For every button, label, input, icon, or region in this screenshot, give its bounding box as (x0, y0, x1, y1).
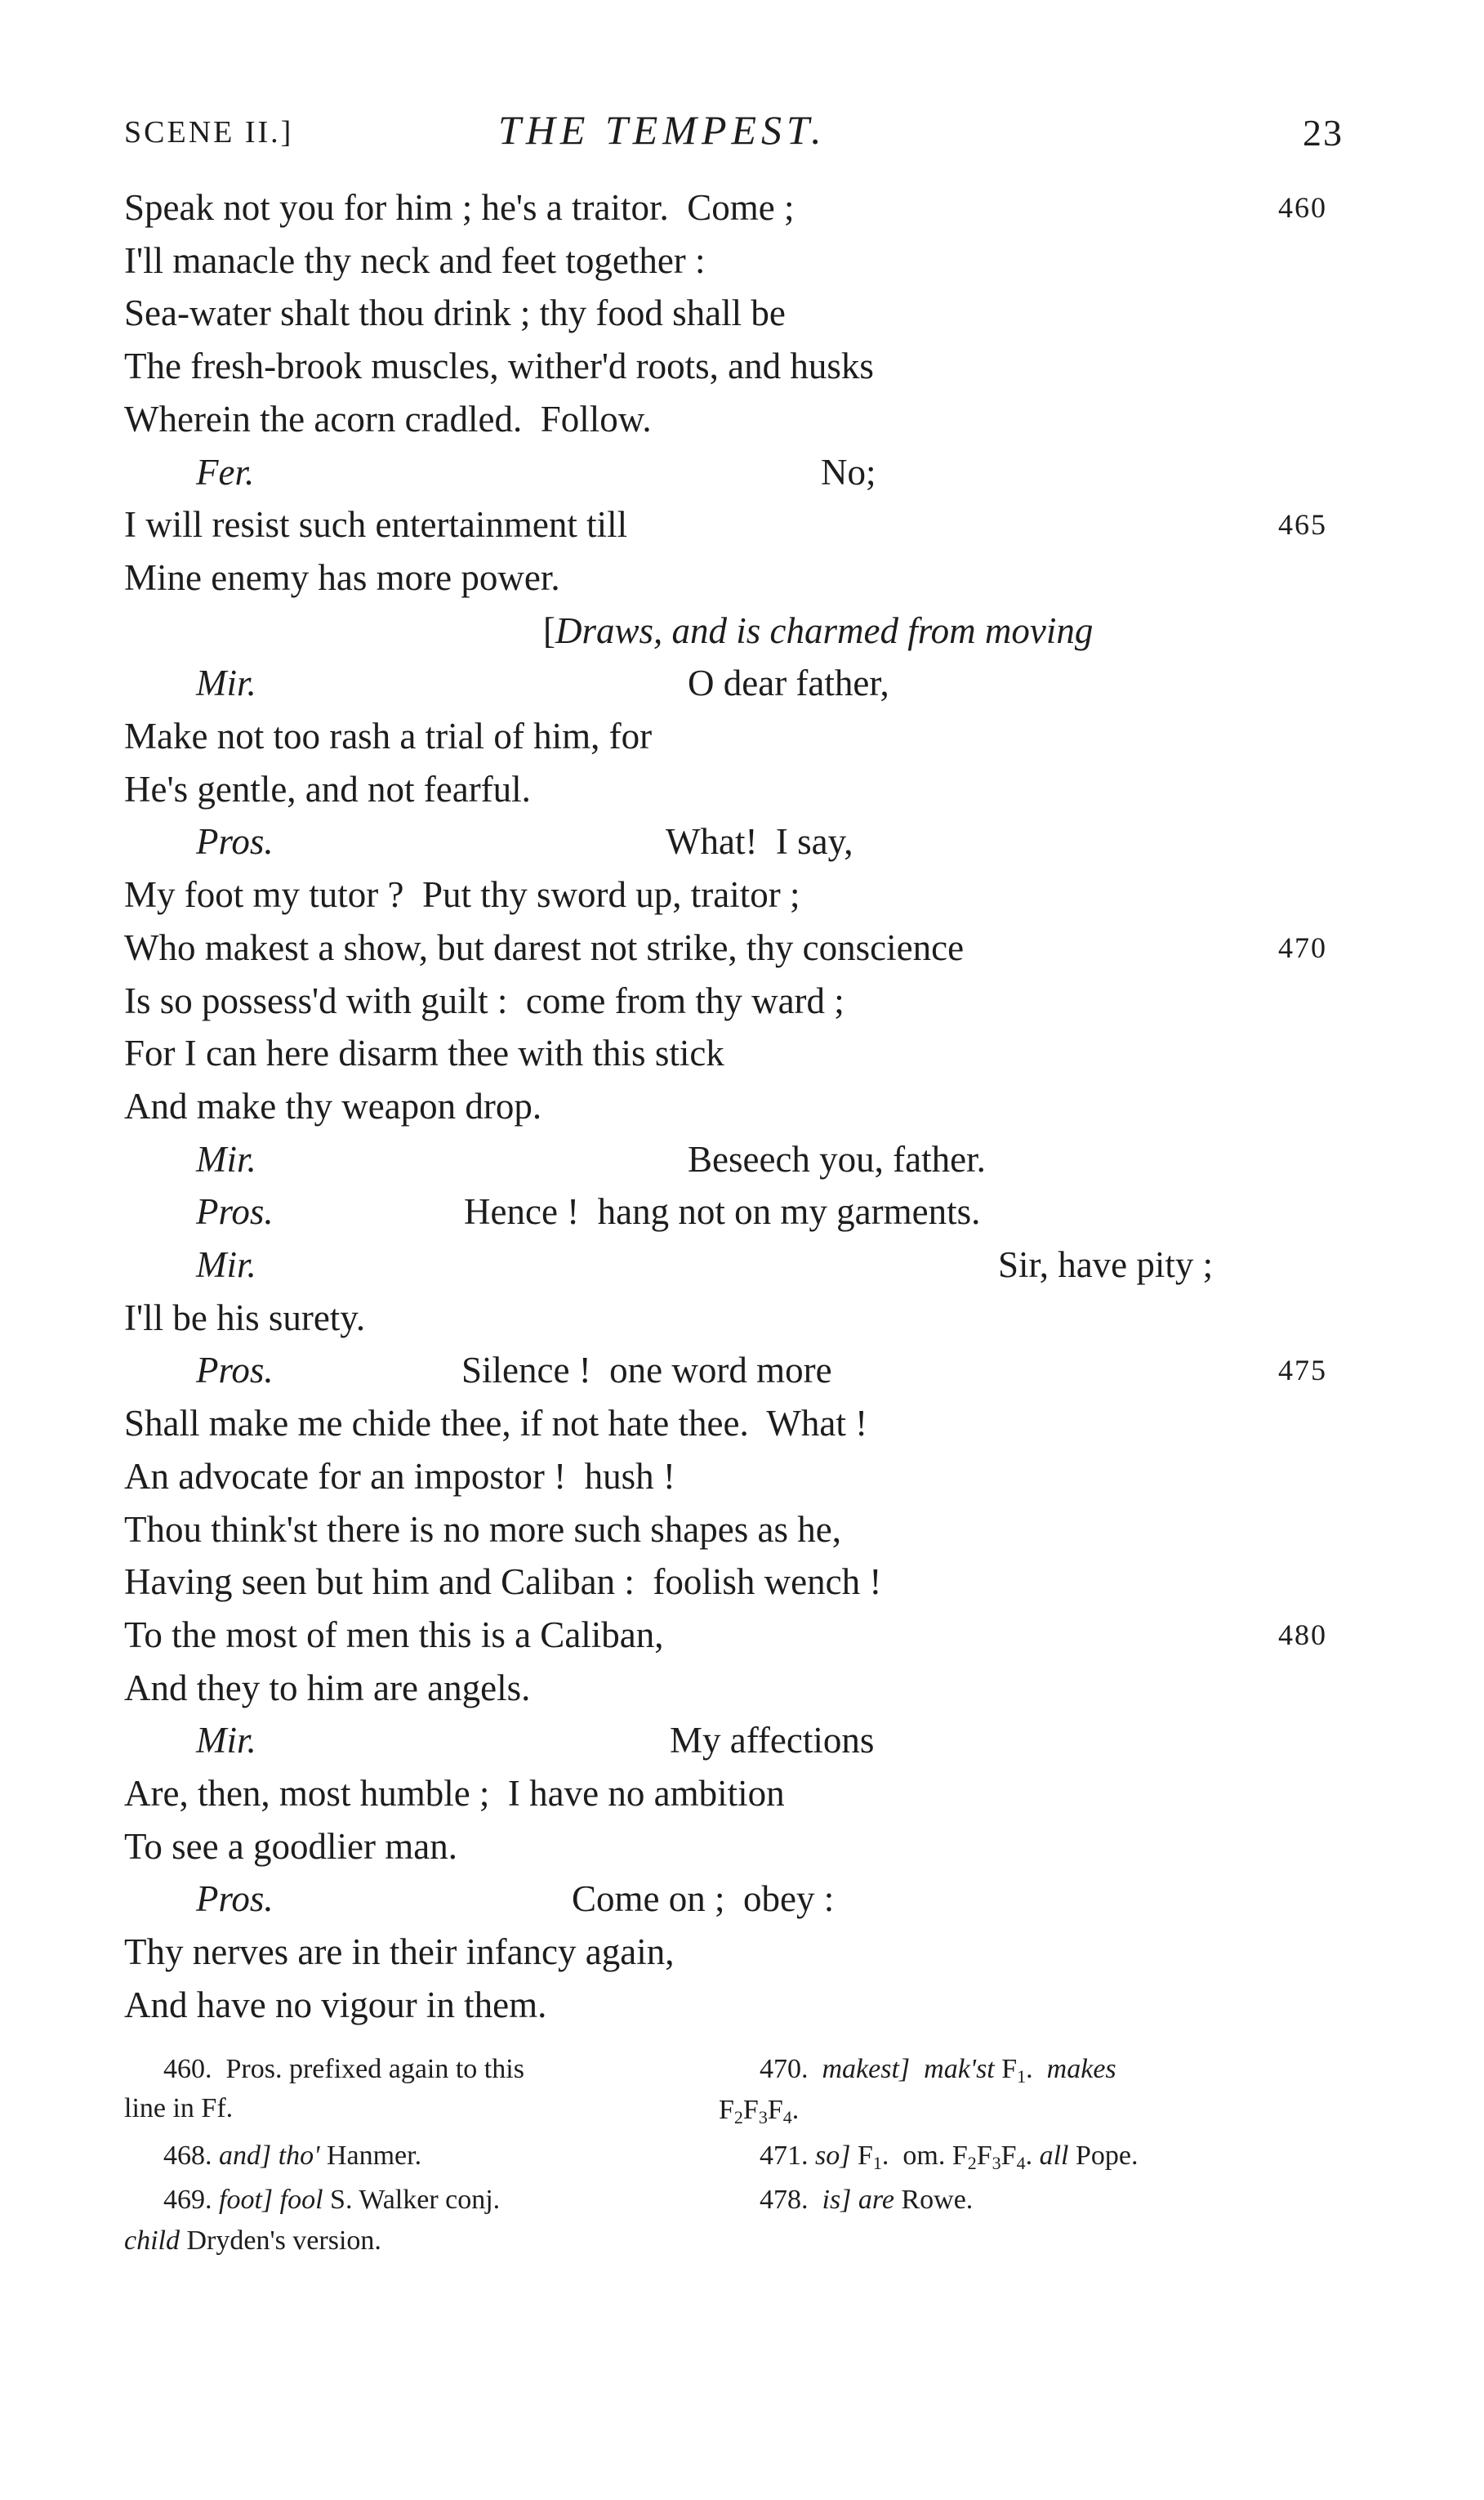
page-number: 23 (1303, 112, 1344, 154)
verse-line (0, 975, 1484, 1027)
line-text: And make thy weapon drop. (124, 1085, 542, 1127)
speaker-name: Pros. (196, 1191, 274, 1233)
line-text: Thou think'st there is no more such shapes as he, (124, 1508, 841, 1550)
verse-line (0, 446, 1484, 498)
verse-line (0, 1503, 1484, 1556)
footnote-468: 468. and] tho' Hanmer. (163, 2141, 422, 2171)
verse-line (0, 1820, 1484, 1873)
line-text: Come on ; obey : (572, 1878, 835, 1920)
line-number: 470 (1278, 931, 1327, 964)
footnote-478: 478. is] are Rowe. (760, 2185, 974, 2215)
verse-line (0, 287, 1484, 339)
line-text: I'll be his surety. (124, 1297, 366, 1338)
verse-line (0, 922, 1484, 974)
verse-line (0, 393, 1484, 445)
footnote-460-cont: line in Ff. (124, 2093, 234, 2123)
verse-line (0, 1292, 1484, 1344)
line-text: My affections (670, 1720, 875, 1761)
line-text: Shall make me chide thee, if not hate thee. What ! (124, 1403, 868, 1444)
verse-line (0, 1133, 1484, 1185)
line-text: What! I say, (666, 821, 853, 863)
footnote-471: 471. so] $F_1$. om. $F_2F_3F_4$. all Pope. (760, 2141, 1139, 2173)
speaker-name: Mir. (196, 1138, 256, 1180)
line-number: 480 (1278, 1618, 1327, 1651)
verse-line (0, 1080, 1484, 1132)
line-number: 465 (1278, 508, 1327, 542)
line-text: Are, then, most humble ; I have no ambition (124, 1773, 785, 1814)
verse-line (0, 1662, 1484, 1714)
verse-line (0, 181, 1484, 234)
line-number: 475 (1278, 1354, 1327, 1387)
verse-line (0, 1609, 1484, 1661)
line-text: Thy nerves are in their infancy again, (124, 1931, 675, 1973)
verse-line (0, 815, 1484, 868)
line-text: An advocate for an impostor ! hush ! (124, 1455, 675, 1497)
line-text: I will resist such entertainment till (124, 504, 628, 546)
verse-line (0, 551, 1484, 604)
line-text: Mine enemy has more power. (124, 556, 560, 598)
line-text: And have no vigour in them. (124, 1984, 547, 2025)
verse-line (0, 1397, 1484, 1449)
line-text: Silence ! one word more (461, 1350, 832, 1391)
verse-line (0, 1767, 1484, 1819)
line-text: For I can here disarm thee with this stick (124, 1033, 724, 1074)
scene-label: SCENE II.] (124, 115, 294, 150)
line-text: Beseech you, father. (688, 1138, 986, 1180)
line-text: And they to him are angels. (124, 1667, 531, 1708)
line-text: My foot my tutor ? Put thy sword up, traitor ; (124, 874, 800, 916)
line-text: Hence ! hang not on my garments. (464, 1191, 981, 1233)
verse-line (0, 1873, 1484, 1925)
footnote-460: 460. Pros. prefixed again to this (163, 2054, 524, 2084)
verse-line (0, 710, 1484, 762)
line-text: Make not too rash a trial of him, for (124, 716, 653, 757)
line-text: Is so possess'd with guilt : come from thy ward ; (124, 980, 844, 1021)
footnote-469-cont: child Dryden's version. (124, 2225, 381, 2256)
line-text: Sea-water shalt thou drink ; thy food shall be (124, 292, 786, 334)
line-number: 460 (1278, 191, 1327, 224)
line-text: No; (821, 451, 876, 493)
verse-line (0, 1027, 1484, 1079)
verse-line (0, 1185, 1484, 1238)
line-text: Who makest a show, but darest not strike, thy conscience (124, 926, 965, 968)
verse-line (0, 1450, 1484, 1502)
verse-line (0, 763, 1484, 815)
speaker-name: Pros. (196, 1350, 274, 1391)
line-text: O dear father, (688, 663, 889, 704)
verse-line (0, 1979, 1484, 2031)
line-text: Sir, have pity ; (998, 1244, 1214, 1285)
speaker-name: Fer. (196, 451, 255, 493)
speaker-name: Mir. (196, 1244, 256, 1285)
speaker-name: Pros. (196, 1878, 274, 1920)
stage-direction: [Draws, and is charmed from moving (543, 609, 1094, 651)
speaker-name: Pros. (196, 821, 274, 863)
line-text: I'll manacle thy neck and feet together : (124, 239, 706, 281)
verse-line (0, 1556, 1484, 1608)
verse-line (0, 1714, 1484, 1766)
line-text: The fresh-brook muscles, wither'd roots, and husks (124, 346, 874, 387)
verse-line (0, 234, 1484, 287)
line-text: To the most of men this is a Caliban, (124, 1614, 664, 1655)
play-title: THE TEMPEST. (498, 107, 827, 153)
line-text: To see a goodlier man. (124, 1825, 457, 1867)
line-text: Speak not you for him ; he's a traitor. Come ; (124, 187, 795, 228)
line-text: Wherein the acorn cradled. Follow. (124, 398, 652, 440)
footnote-470-cont: $F_2F_3F_4$. (719, 2095, 800, 2127)
verse-line (0, 1239, 1484, 1291)
verse-line (0, 340, 1484, 392)
footnote-469: 469. foot] fool S. Walker conj. (163, 2185, 501, 2215)
running-header (0, 106, 1484, 172)
verse-line (0, 657, 1484, 709)
line-text: Having seen but him and Caliban : foolish wench ! (124, 1561, 882, 1603)
speaker-name: Mir. (196, 1720, 256, 1761)
speaker-name: Mir. (196, 663, 256, 704)
verse-line (0, 1926, 1484, 1978)
line-text: He's gentle, and not fearful. (124, 768, 531, 810)
verse-line (0, 498, 1484, 551)
verse-line (0, 868, 1484, 921)
verse-line (0, 605, 1484, 657)
verse-line (0, 1344, 1484, 1396)
footnote-470: 470. makest] mak'st $F_1$. makes (760, 2054, 1116, 2087)
